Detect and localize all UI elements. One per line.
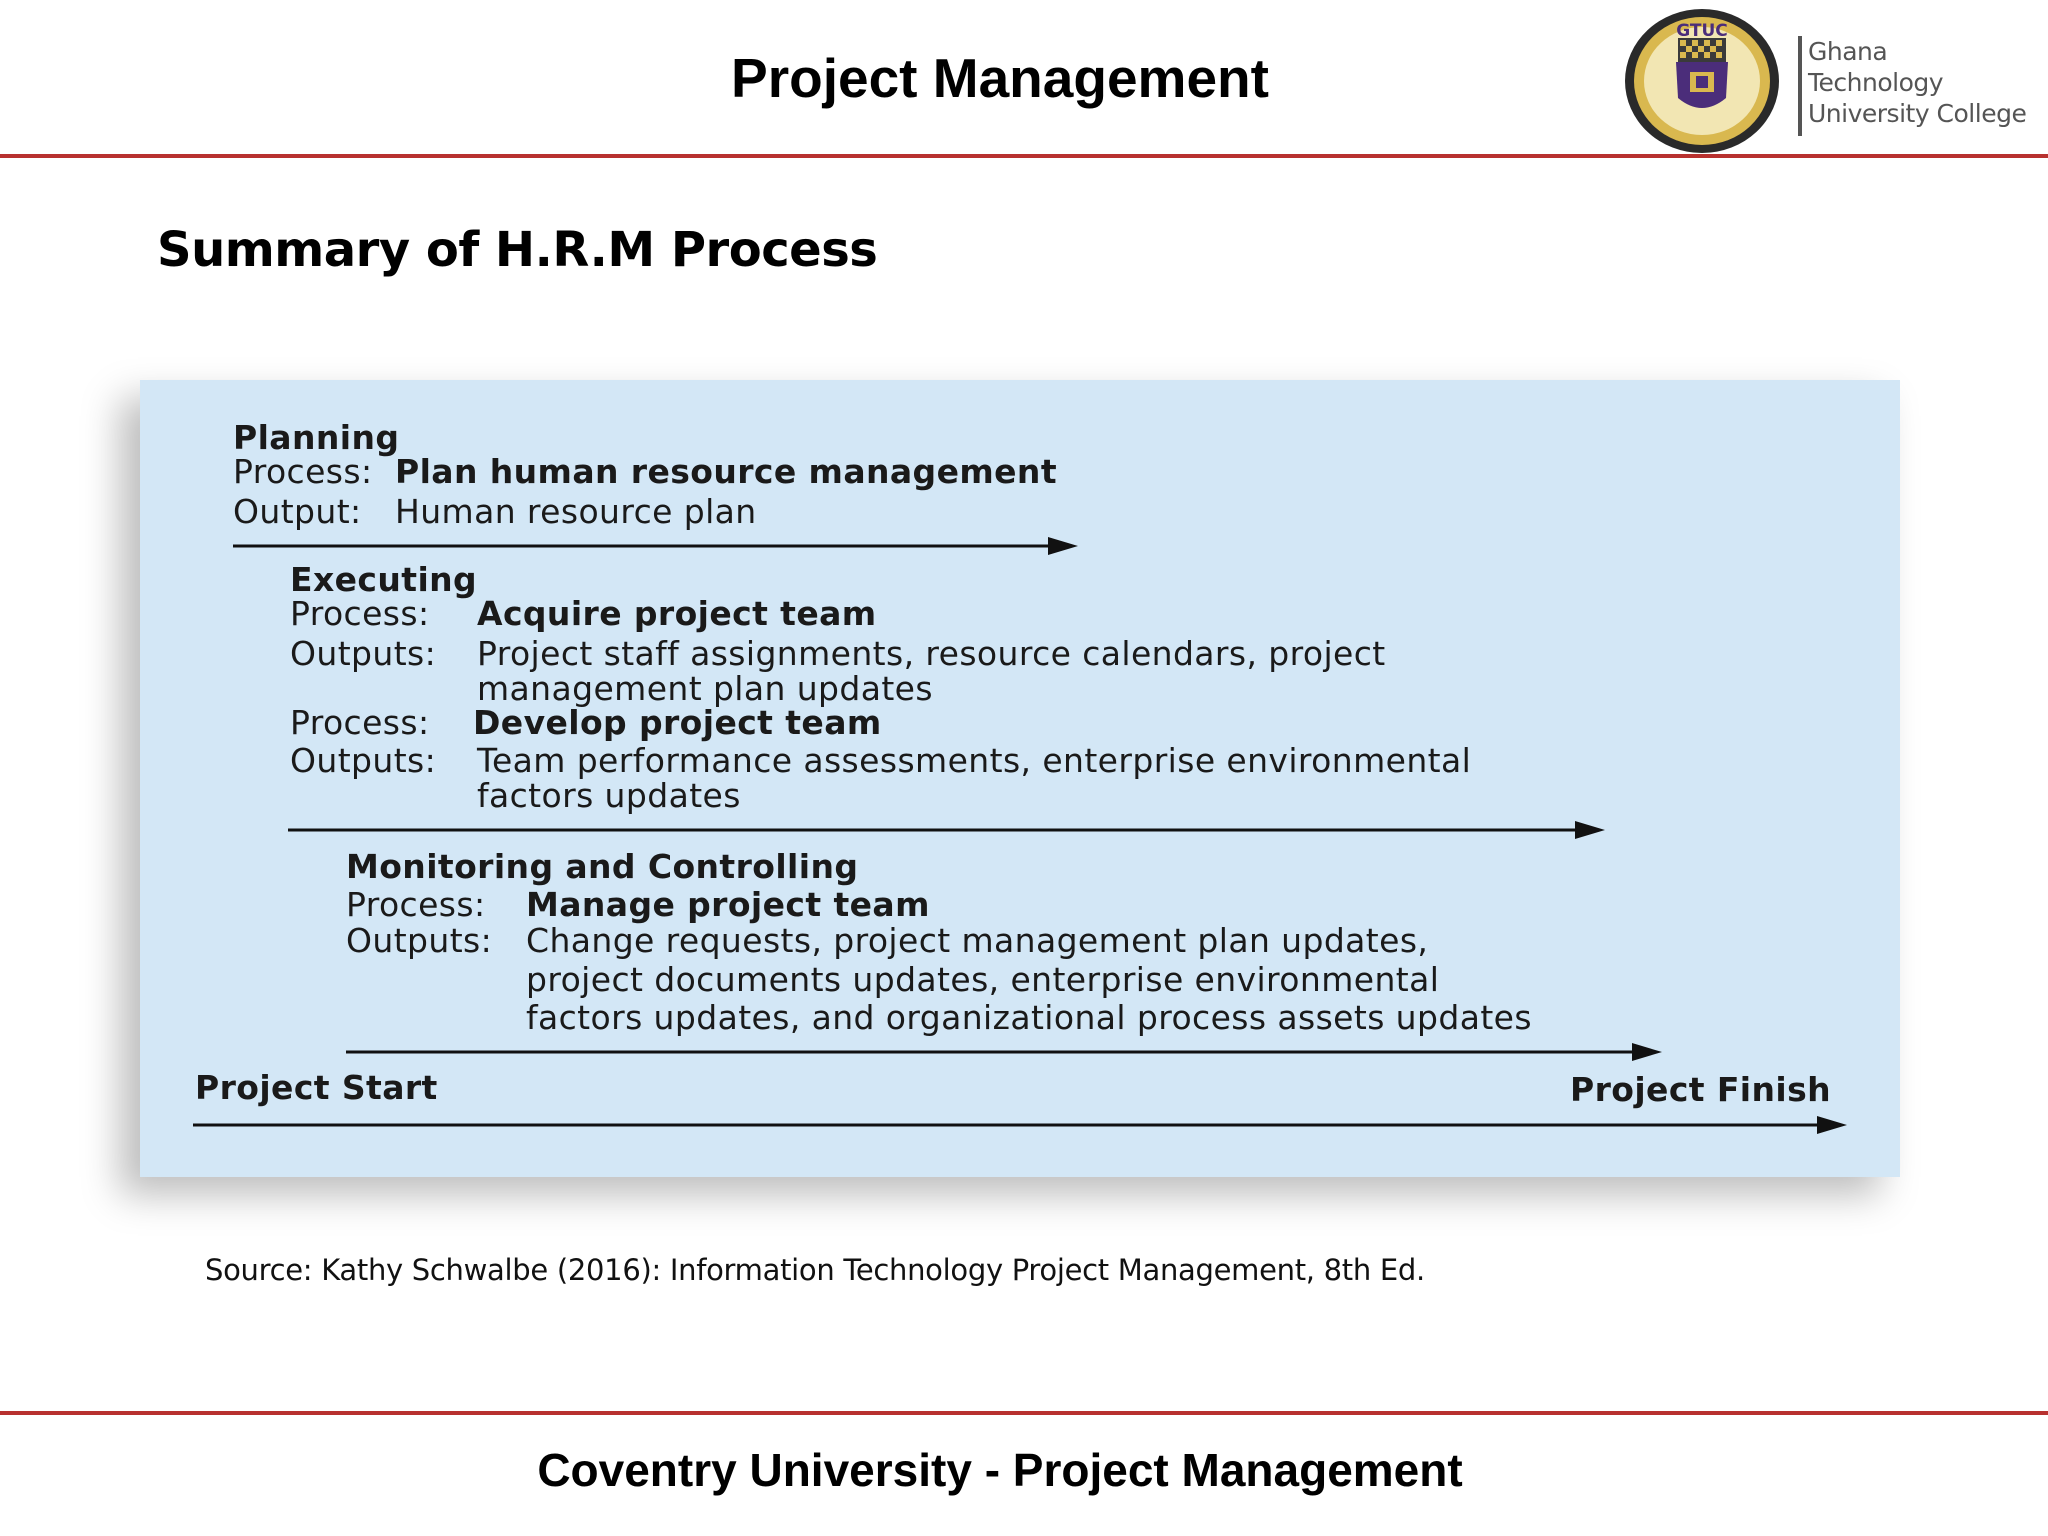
logo-name-line: University College	[1808, 99, 2027, 128]
executing-process-acquire: Acquire project team	[477, 594, 877, 633]
monitoring-process: Manage project team	[526, 885, 930, 924]
executing-title: Executing	[290, 560, 478, 599]
executing-process-label: Process:	[290, 594, 430, 633]
monitoring-outputs-line: factors updates, and organizational process assets updates	[526, 998, 1532, 1037]
logo-name-line: Technology	[1808, 68, 1944, 97]
logo-name-line: Ghana	[1808, 37, 1888, 66]
executing-outputs-label: Outputs:	[290, 634, 437, 673]
logo-name	[1808, 36, 2028, 129]
header-divider	[0, 154, 2048, 158]
executing-process-label: Process:	[290, 703, 430, 742]
logo-divider	[1798, 36, 1802, 136]
executing-arrowhead	[1575, 821, 1605, 839]
executing-outputs-label: Outputs:	[290, 741, 437, 780]
project-finish-label: Project Finish	[1570, 1070, 1832, 1109]
planning-title: Planning	[233, 418, 400, 457]
hrm-process-figure	[140, 380, 1900, 1177]
monitoring-outputs-label: Outputs:	[346, 921, 493, 960]
executing-outputs-line: Team performance assessments, enterprise environmental	[477, 741, 1472, 780]
page-title: Project Management	[731, 47, 1269, 109]
footer-title: Coventry University - Project Management	[537, 1444, 1463, 1496]
planning-process: Plan human resource management	[395, 452, 1057, 491]
planning-output-label: Output:	[233, 492, 362, 531]
monitoring-process-label: Process:	[346, 885, 486, 924]
executing-process-develop: Develop project team	[473, 703, 882, 742]
executing-outputs-line: management plan updates	[477, 669, 933, 708]
footer-divider	[0, 1411, 2048, 1415]
slide-heading: Summary of H.R.M Process	[157, 222, 878, 278]
seal-text: GTUC	[1676, 21, 1728, 41]
project-timeline-arrowhead	[1817, 1116, 1847, 1134]
monitoring-title: Monitoring and Controlling	[346, 847, 859, 886]
source-citation: Source: Kathy Schwalbe (2016): Information Technology Project Management, 8th Ed.	[205, 1253, 1425, 1287]
planning-output: Human resource plan	[395, 492, 757, 531]
gtuc-seal-icon	[1622, 6, 1782, 156]
executing-outputs-line: factors updates	[477, 776, 741, 815]
monitoring-arrowhead	[1632, 1043, 1662, 1061]
monitoring-outputs-line: Change requests, project management plan updates,	[526, 921, 1429, 960]
gtuc-logo	[1622, 6, 2027, 156]
planning-process-label: Process:	[233, 452, 373, 491]
executing-outputs-line: Project staff assignments, resource calendars, project	[477, 634, 1386, 673]
planning-arrowhead	[1048, 537, 1078, 555]
project-start-label: Project Start	[195, 1068, 438, 1107]
monitoring-outputs-line: project documents updates, enterprise environmental	[526, 960, 1440, 999]
